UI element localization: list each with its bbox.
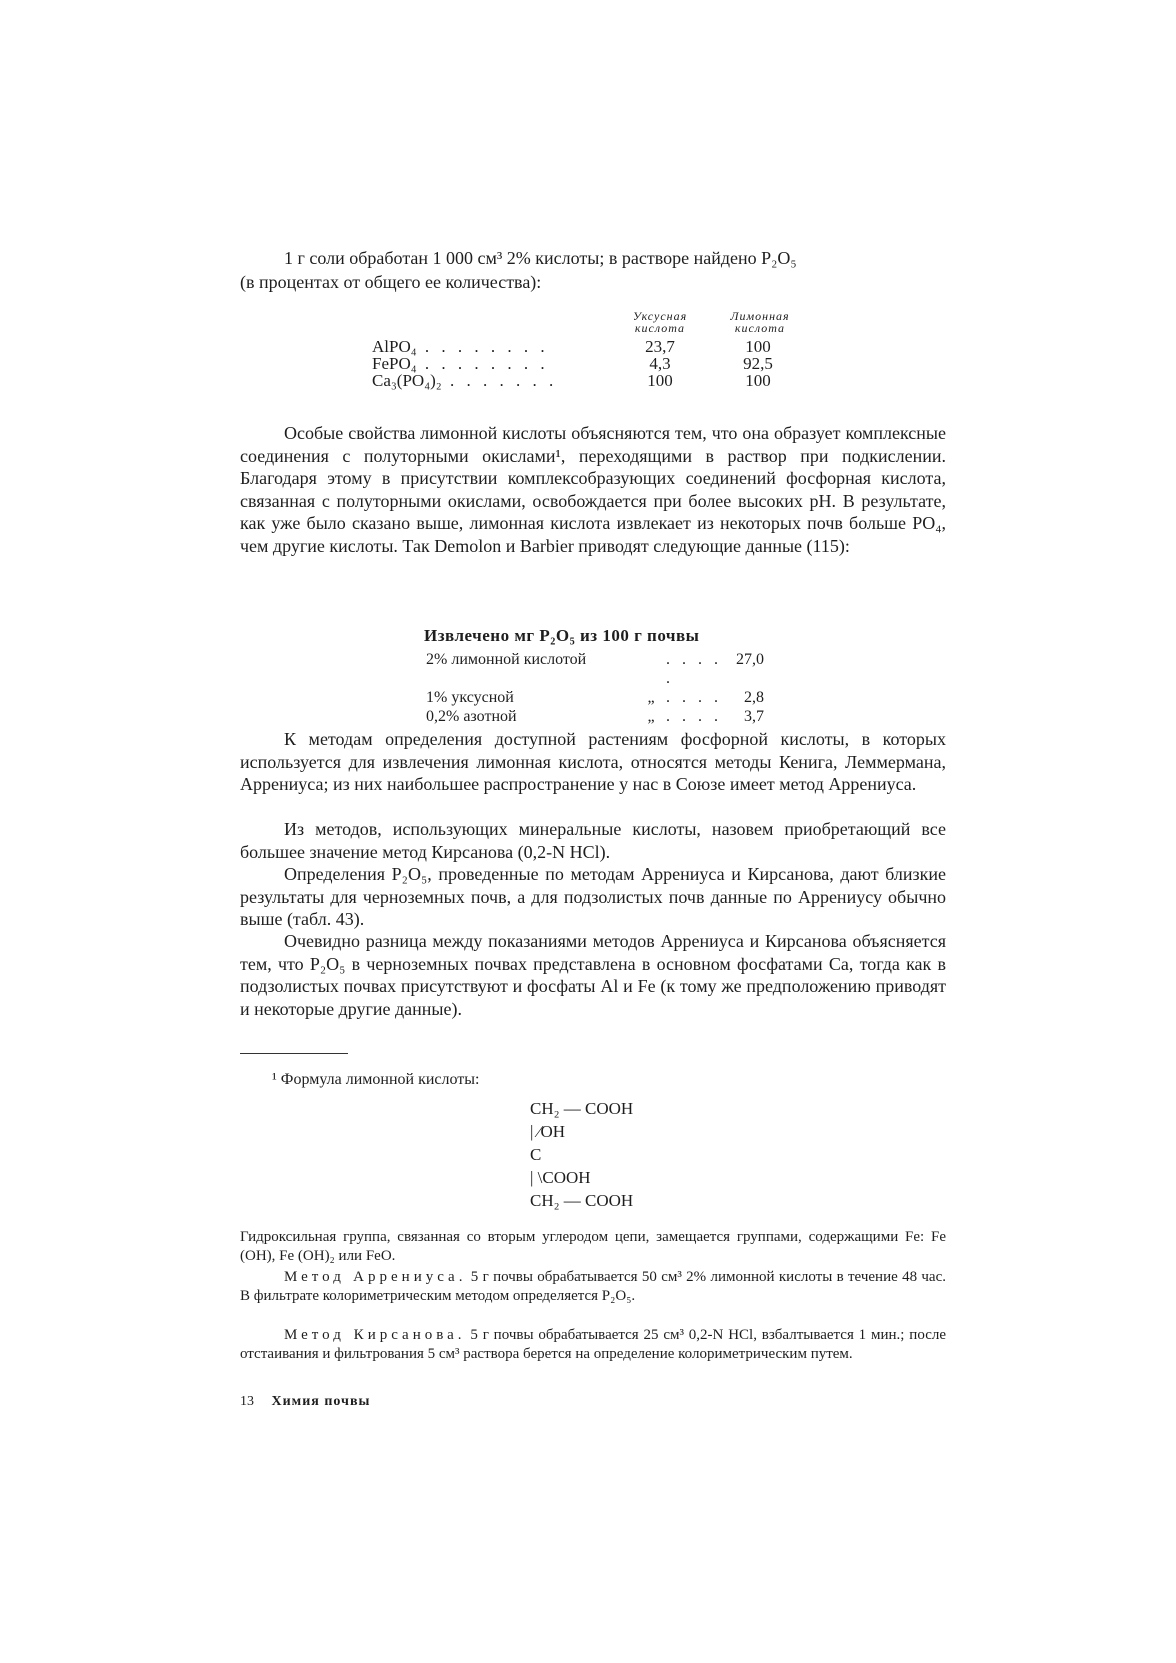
page-footer <box>240 1394 370 1410</box>
row-value: 27,0 <box>736 651 764 668</box>
table-row: 0,2% азотной „ . . . . 3,7 <box>426 708 764 725</box>
kirsanov-method <box>240 1326 946 1363</box>
table-row: FePO₄ . . . . . . . . 4,3 92,5 <box>372 355 808 372</box>
extraction-table <box>424 626 844 726</box>
kirsanov-text: 5 г почвы обрабатывается 25 см³ 0,2-N HCl, взбалтывается 1 мин.; после отстаивания и фильтрования 5 см³ раствора берется на определение колориметрическим путем. <box>240 1327 946 1362</box>
formula-line: | \COOH <box>530 1168 591 1187</box>
table-row: AlPO₄ . . . . . . . . 23,7 100 <box>372 334 808 355</box>
formula-line: | ⁄OH <box>530 1122 566 1141</box>
extraction-table-title: Извлечено мг P₂O₅ из 100 г почвы <box>424 626 700 645</box>
formula-line: C <box>530 1145 542 1164</box>
intro-line-1: 1 г соли обработан 1 000 см³ 2% кислоты; в растворе найдено P₂O₅ <box>284 248 797 268</box>
acetic-value: 4,3 <box>649 354 671 373</box>
citric-value: 100 <box>745 337 771 356</box>
row-label: 1% уксусной <box>426 689 514 706</box>
paragraph-explanation: Очевидно разница между показаниями методов Аррениуса и Кирсанова объясняется тем, что P₂O₅ в черноземных почвах представлена в основном фосфатами Ca, тогда как в подзолистых почвах присутствуют и фосфаты Al и Fe (к тому же предположению приводят и некоторые другие данные). <box>240 931 946 1019</box>
row-ditto <box>636 650 666 688</box>
paragraph-methods: К методам определения доступной растениям фосфорной кислоты, в которых используется для извлечения лимонная кислота, относятся методы Кенига, Леммермана, Аррениуса; из них наибольшее распространение у нас в Союзе имеет метод Аррениуса. <box>240 729 946 794</box>
signature-number: 13 <box>240 1394 254 1409</box>
table-row: Ca₃(PO₄)₂ . . . . . . . 100 100 <box>372 372 808 389</box>
citric-value: 100 <box>745 371 771 390</box>
formula-line: CH₂ — COOH <box>530 1099 634 1118</box>
salt-name: Ca₃(PO₄)₂ <box>372 371 442 390</box>
acetic-value: 100 <box>647 371 673 390</box>
row-value: 2,8 <box>744 689 764 706</box>
footnote-divider <box>240 1053 348 1054</box>
row-ditto: „ <box>647 708 655 725</box>
footnote-note: Гидроксильная группа, связанная со вторым углеродом цепи, замещается группами, содержащими Fe: Fe (OH), Fe (OH)₂ или FeO. <box>240 1229 946 1264</box>
header-citric: Лимонная кислота <box>730 309 790 335</box>
citric-acid-formula <box>530 1097 730 1212</box>
table-row: 1% уксусной „ . . . . 2,8 <box>426 689 764 706</box>
table-row: 2% лимонной кислотой . . . . . 27,0 <box>426 651 764 687</box>
row-ditto: „ <box>647 689 655 706</box>
acetic-value: 23,7 <box>645 337 675 356</box>
arrhenius-title: Метод Аррениуса. <box>284 1269 467 1285</box>
formula-line: CH₂ — COOH <box>530 1191 634 1210</box>
row-label: 2% лимонной кислотой <box>426 651 587 668</box>
salt-name: FePO₄ <box>372 354 417 373</box>
footnote-label: ¹ Формула лимонной кислоты: <box>272 1071 480 1088</box>
citric-value: 92,5 <box>743 354 773 373</box>
salt-name: AlPO₄ <box>372 337 417 356</box>
row-value: 3,7 <box>744 708 764 725</box>
row-label: 0,2% азотной <box>426 708 517 725</box>
paragraph-mineral-acids: Из методов, использующих минеральные кислоты, назовем приобретающий все большее значение метод Кирсанова (0,2-N HCl). <box>240 819 946 862</box>
intro-line-2: (в процентах от общего ее количества): <box>240 272 542 292</box>
kirsanov-title: Метод Кирсанова. <box>284 1327 466 1343</box>
arrhenius-text: 5 г почвы обрабатывается 50 см³ 2% лимонной кислоты в течение 48 час. В фильтрате колориметрическим методом определяется P₂O₅. <box>240 1269 946 1304</box>
paragraph-complexes: Особые свойства лимонной кислоты объясняются тем, что она образует комплексные соединения с полуторными окислами¹, переходящими в раствор при подкислении. Благодаря этому в присутствии комплексобразующих соединений фосфорная кислота, связанная с полуторными окислами, освобождается при более высоких pH. В результате, как уже было сказано выше, лимонная кислота извлекает из некоторых почв больше PO₄, чем другие кислоты. Так Demolon и Barbier приводят следующие данные (115): <box>240 423 946 556</box>
paragraph-comparison: Определения P₂O₅, проведенные по методам Аррениуса и Кирсанова, дают близкие результаты для черноземных почв, а для подзолистых почв данные по Аррениусу обычно выше (табл. 43). <box>240 864 946 929</box>
arrhenius-method <box>240 1268 946 1305</box>
header-acetic: Уксусная кислота <box>632 309 688 335</box>
acid-comparison-table <box>372 310 808 389</box>
book-title: Химия почвы <box>271 1394 371 1409</box>
